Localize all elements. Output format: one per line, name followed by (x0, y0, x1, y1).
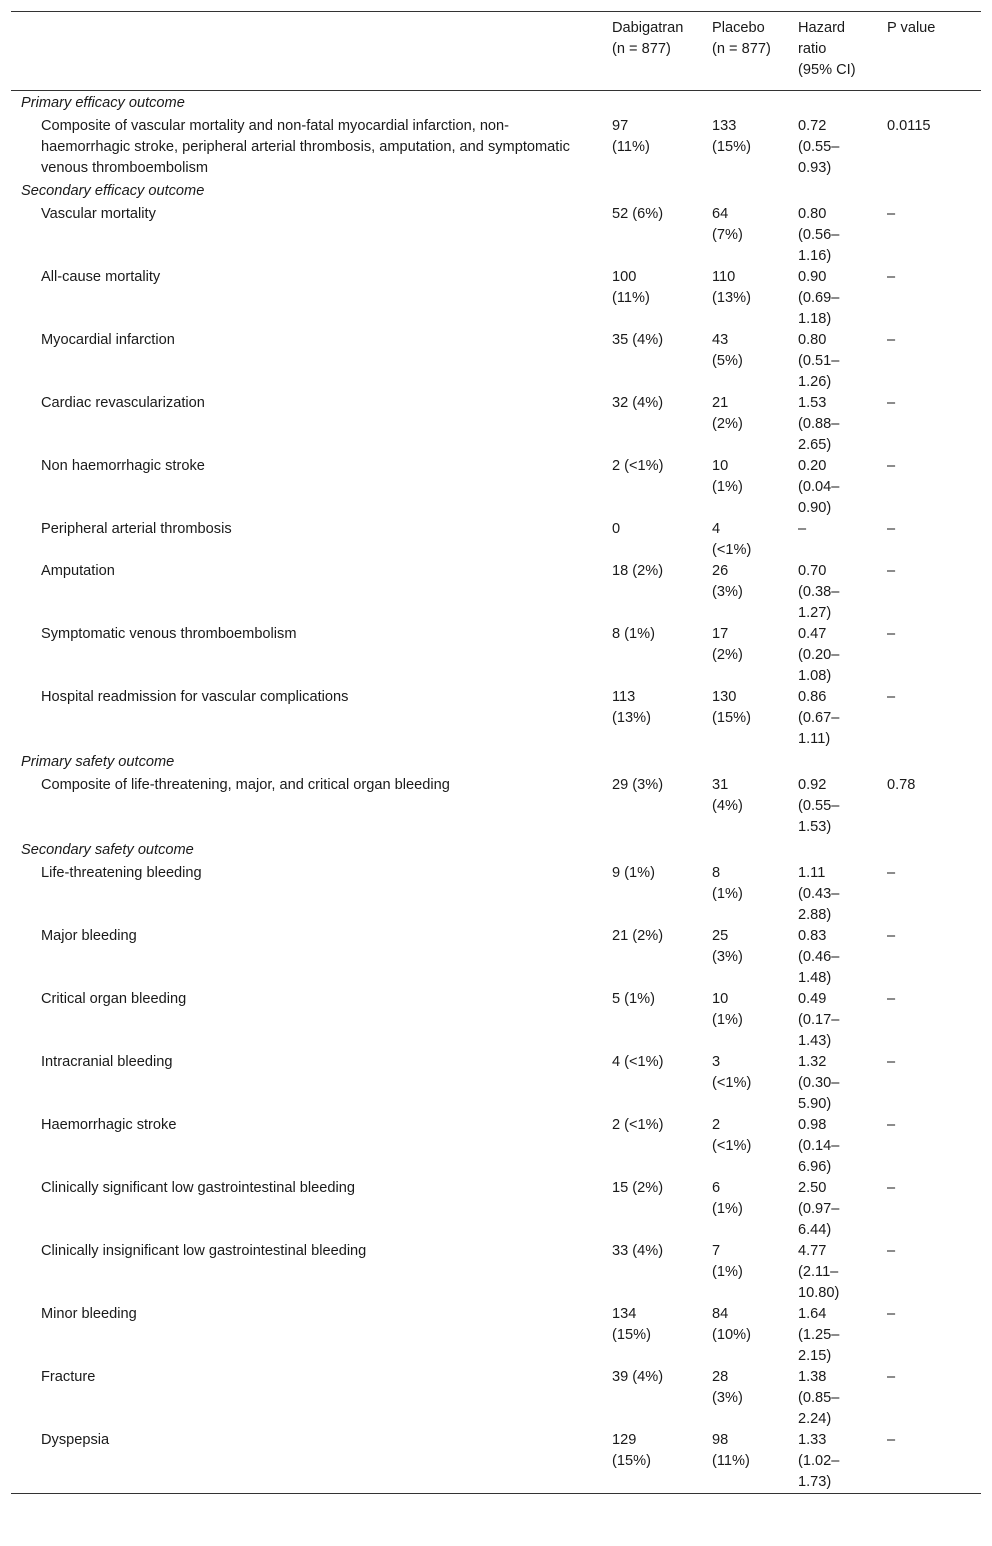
dabigatran-value: 8 (1%) (612, 626, 655, 642)
hazard-ratio-value (798, 863, 887, 926)
value-count: 130 (712, 689, 737, 705)
table-row (11, 1178, 981, 1241)
hr-part: 2.65) (798, 437, 832, 453)
hr-part: 1.33 (798, 1432, 827, 1448)
hr-part: 1.18) (798, 311, 832, 327)
hazard-ratio-value (798, 1367, 887, 1430)
header-dabigatran-n: (n = 877) (612, 41, 671, 57)
placebo-value (712, 926, 798, 989)
dabigatran-value: 18 (2%) (612, 563, 664, 579)
value-percent: (10%) (712, 1327, 751, 1343)
outcome-label: Fracture (41, 1369, 96, 1385)
table-row (11, 393, 981, 456)
p-value: – (887, 395, 896, 411)
table-row (11, 519, 981, 561)
p-value: – (887, 563, 896, 579)
placebo-value (712, 1115, 798, 1178)
value-count: 100 (612, 269, 637, 285)
header-placebo-name: Placebo (712, 20, 765, 36)
value-percent: (3%) (712, 949, 743, 965)
value-count: 110 (712, 269, 736, 285)
value-count: 84 (712, 1306, 729, 1322)
value-percent: (15%) (612, 1327, 651, 1343)
hazard-ratio-value (798, 687, 887, 750)
hazard-ratio-value (798, 1241, 887, 1304)
hazard-ratio-value (798, 561, 887, 624)
hr-part: 0.80 (798, 206, 827, 222)
p-value: – (887, 1117, 896, 1133)
outcome-label: Cardiac revascularization (41, 395, 205, 411)
section-row (11, 179, 981, 204)
value-count: 3 (712, 1054, 721, 1070)
dabigatran-value: 29 (3%) (612, 777, 664, 793)
hazard-ratio-value: – (798, 521, 807, 537)
hr-part: (0.55– (798, 139, 840, 155)
placebo-value (712, 989, 798, 1052)
hr-part: 1.11) (798, 731, 831, 747)
header-outcome (11, 12, 612, 91)
dabigatran-value: 9 (1%) (612, 865, 655, 881)
placebo-value (712, 561, 798, 624)
hazard-ratio-value (798, 393, 887, 456)
hr-part: (0.04– (798, 479, 840, 495)
hr-part: 1.43) (798, 1033, 832, 1049)
hr-part: 1.11 (798, 865, 826, 881)
section-title: Primary safety outcome (21, 754, 175, 770)
hr-part: (0.43– (798, 886, 840, 902)
placebo-value (712, 116, 798, 179)
dabigatran-value (612, 116, 712, 179)
table-row (11, 775, 981, 838)
hr-part: 1.32 (798, 1054, 827, 1070)
value-percent: (11%) (612, 139, 650, 155)
hazard-ratio-value (798, 1304, 887, 1367)
hr-part: (1.02– (798, 1453, 840, 1469)
value-count: 129 (612, 1432, 637, 1448)
section-title: Primary efficacy outcome (21, 95, 185, 111)
table-row (11, 1367, 981, 1430)
value-count: 25 (712, 928, 729, 944)
hr-part: 0.90 (798, 269, 827, 285)
hr-part: 6.44) (798, 1222, 832, 1238)
table-row (11, 116, 981, 179)
value-percent: (15%) (712, 139, 751, 155)
placebo-value (712, 393, 798, 456)
hazard-ratio-value (798, 926, 887, 989)
hr-part: 0.72 (798, 118, 827, 134)
value-percent: (15%) (612, 1453, 651, 1469)
p-value: – (887, 689, 896, 705)
table-row (11, 1241, 981, 1304)
hr-part: 1.26) (798, 374, 832, 390)
value-percent: (11%) (612, 290, 650, 306)
p-value: – (887, 206, 896, 222)
header-hr-line1: Hazard (798, 20, 846, 36)
hazard-ratio-value (798, 1115, 887, 1178)
hr-part: 1.27) (798, 605, 832, 621)
value-count: 10 (712, 991, 729, 1007)
placebo-value (712, 624, 798, 687)
value-count: 64 (712, 206, 729, 222)
hr-part: (0.67– (798, 710, 840, 726)
hazard-ratio-value (798, 1052, 887, 1115)
outcome-label: Hospital readmission for vascular complications (41, 689, 349, 705)
table-row (11, 456, 981, 519)
value-count: 2 (712, 1117, 721, 1133)
hr-part: (0.20– (798, 647, 840, 663)
hr-part: (0.55– (798, 798, 840, 814)
outcome-label: Minor bleeding (41, 1306, 137, 1322)
outcome-label: Amputation (41, 563, 115, 579)
value-percent: (3%) (712, 584, 743, 600)
hazard-ratio-value (798, 267, 887, 330)
header-hazard-ratio (798, 12, 887, 91)
hr-part: (0.30– (798, 1075, 840, 1091)
table-row (11, 926, 981, 989)
table-row (11, 863, 981, 926)
value-count: 26 (712, 563, 729, 579)
placebo-value (712, 204, 798, 267)
hr-part: (0.51– (798, 353, 840, 369)
value-percent: (1%) (712, 1012, 743, 1028)
dabigatran-value: 52 (6%) (612, 206, 664, 222)
header-dabigatran (612, 12, 712, 91)
placebo-value (712, 330, 798, 393)
hr-part: 0.92 (798, 777, 827, 793)
hr-part: 10.80) (798, 1285, 840, 1301)
section-title: Secondary safety outcome (21, 842, 194, 858)
value-count: 98 (712, 1432, 729, 1448)
dabigatran-value (612, 1304, 712, 1367)
outcome-label: Clinically significant low gastrointestinal bleeding (41, 1180, 355, 1196)
p-value: – (887, 1180, 896, 1196)
section-title: Secondary efficacy outcome (21, 183, 205, 199)
value-count: 133 (712, 118, 737, 134)
value-count: 17 (712, 626, 729, 642)
outcome-label: Clinically insignificant low gastrointestinal bleeding (41, 1243, 367, 1259)
outcome-label: Composite of vascular mortality and non-fatal myocardial infarction, non-haemorrhagic stroke, peripheral arterial thrombosis, amputation, and symptomatic venous thromboembolism (41, 118, 570, 176)
header-row (11, 12, 981, 91)
hr-part: (0.88– (798, 416, 840, 432)
hr-part: 0.98 (798, 1117, 827, 1133)
dabigatran-value: 2 (<1%) (612, 458, 664, 474)
hr-part: 0.70 (798, 563, 827, 579)
hr-part: 0.93) (798, 160, 832, 176)
value-count: 10 (712, 458, 729, 474)
value-percent: (<1%) (712, 1075, 752, 1091)
value-count: 21 (712, 395, 729, 411)
dabigatran-value: 39 (4%) (612, 1369, 664, 1385)
p-value: – (887, 332, 896, 348)
hr-part: (0.38– (798, 584, 840, 600)
p-value: – (887, 991, 896, 1007)
p-value: – (887, 458, 896, 474)
value-count: 8 (712, 865, 721, 881)
placebo-value (712, 1052, 798, 1115)
hr-part: 2.15) (798, 1348, 832, 1364)
header-dabigatran-name: Dabigatran (612, 20, 684, 36)
outcome-label: Composite of life-threatening, major, and critical organ bleeding (41, 777, 450, 793)
hr-part: 0.80 (798, 332, 827, 348)
p-value: 0.78 (887, 777, 916, 793)
hr-part: (1.25– (798, 1327, 840, 1343)
section-row (11, 838, 981, 863)
value-percent: (15%) (712, 710, 751, 726)
hr-part: (0.69– (798, 290, 840, 306)
hr-part: 0.49 (798, 991, 827, 1007)
value-count: 97 (612, 118, 629, 134)
header-placebo (712, 12, 798, 91)
p-value: – (887, 626, 896, 642)
placebo-value (712, 1178, 798, 1241)
value-count: 43 (712, 332, 729, 348)
dabigatran-value: 5 (1%) (612, 991, 655, 1007)
hazard-ratio-value (798, 1178, 887, 1241)
hr-part: 1.08) (798, 668, 832, 684)
hr-part: 2.50 (798, 1180, 827, 1196)
hazard-ratio-value (798, 775, 887, 838)
outcome-label: Life-threatening bleeding (41, 865, 202, 881)
placebo-value (712, 1367, 798, 1430)
value-percent: (13%) (612, 710, 651, 726)
table-row (11, 624, 981, 687)
hr-part: 1.48) (798, 970, 832, 986)
placebo-value (712, 1430, 798, 1494)
hazard-ratio-value (798, 456, 887, 519)
table-row (11, 989, 981, 1052)
value-percent: (11%) (712, 1453, 750, 1469)
dabigatran-value: 32 (4%) (612, 395, 664, 411)
p-value: – (887, 865, 896, 881)
table-row (11, 1430, 981, 1494)
hr-part: (0.85– (798, 1390, 840, 1406)
dabigatran-value: 4 (<1%) (612, 1054, 664, 1070)
table-row (11, 687, 981, 750)
hazard-ratio-value (798, 1430, 887, 1494)
p-value: – (887, 1054, 896, 1070)
placebo-value (712, 519, 798, 561)
placebo-value (712, 1304, 798, 1367)
hr-part: (0.14– (798, 1138, 840, 1154)
outcome-label: Critical organ bleeding (41, 991, 187, 1007)
outcome-label: Symptomatic venous thromboembolism (41, 626, 297, 642)
placebo-value (712, 456, 798, 519)
table-row (11, 1304, 981, 1367)
hr-part: 0.90) (798, 500, 832, 516)
value-percent: (1%) (712, 1201, 743, 1217)
hazard-ratio-value (798, 204, 887, 267)
hazard-ratio-value (798, 330, 887, 393)
value-count: 4 (712, 521, 721, 537)
outcome-label: Vascular mortality (41, 206, 156, 222)
hr-part: 1.16) (798, 248, 832, 264)
placebo-value (712, 687, 798, 750)
dabigatran-value: 21 (2%) (612, 928, 664, 944)
hazard-ratio-value (798, 116, 887, 179)
hr-part: 1.73) (798, 1474, 832, 1490)
p-value: 0.0115 (887, 118, 931, 134)
value-percent: (1%) (712, 479, 743, 495)
dabigatran-value: 15 (2%) (612, 1180, 664, 1196)
hr-part: (0.56– (798, 227, 840, 243)
value-count: 6 (712, 1180, 721, 1196)
p-value: – (887, 928, 896, 944)
outcome-label: Intracranial bleeding (41, 1054, 173, 1070)
hr-part: 6.96) (798, 1159, 832, 1175)
header-placebo-n: (n = 877) (712, 41, 771, 57)
hr-part: (0.97– (798, 1201, 840, 1217)
value-percent: (1%) (712, 886, 743, 902)
placebo-value (712, 775, 798, 838)
header-hr-line3: (95% CI) (798, 62, 856, 78)
hr-part: (2.11– (798, 1264, 839, 1280)
dabigatran-value: 35 (4%) (612, 332, 664, 348)
hr-part: 0.83 (798, 928, 827, 944)
dabigatran-value: 0 (612, 521, 621, 537)
table-row (11, 1115, 981, 1178)
hr-part: 4.77 (798, 1243, 827, 1259)
outcome-label: Dyspepsia (41, 1432, 110, 1448)
value-count: 113 (612, 689, 636, 705)
outcomes-table (11, 11, 981, 1494)
table-row (11, 1052, 981, 1115)
outcome-label: Major bleeding (41, 928, 137, 944)
value-percent: (5%) (712, 353, 743, 369)
value-percent: (2%) (712, 647, 743, 663)
value-count: 28 (712, 1369, 729, 1385)
value-percent: (13%) (712, 290, 751, 306)
hr-part: 0.47 (798, 626, 827, 642)
value-count: 134 (612, 1306, 637, 1322)
table-row (11, 561, 981, 624)
value-percent: (<1%) (712, 1138, 752, 1154)
dabigatran-value: 2 (<1%) (612, 1117, 664, 1133)
value-percent: (<1%) (712, 542, 752, 558)
hr-part: 1.53) (798, 819, 832, 835)
table-header (11, 12, 981, 91)
table-body (11, 91, 981, 1494)
header-p-value: P value (887, 20, 936, 36)
hr-part: 1.64 (798, 1306, 827, 1322)
p-value: – (887, 1243, 896, 1259)
placebo-value (712, 267, 798, 330)
dabigatran-value (612, 1430, 712, 1494)
hr-part: 2.24) (798, 1411, 832, 1427)
p-value: – (887, 1306, 896, 1322)
table-row (11, 204, 981, 267)
hr-part: 0.20 (798, 458, 827, 474)
hr-part: 2.88) (798, 907, 832, 923)
p-value: – (887, 521, 896, 537)
hr-part: (0.17– (798, 1012, 840, 1028)
hr-part: 1.38 (798, 1369, 827, 1385)
value-percent: (1%) (712, 1264, 743, 1280)
value-count: 31 (712, 777, 729, 793)
dabigatran-value: 33 (4%) (612, 1243, 664, 1259)
placebo-value (712, 863, 798, 926)
value-percent: (3%) (712, 1390, 743, 1406)
p-value: – (887, 1432, 896, 1448)
dabigatran-value (612, 267, 712, 330)
hr-part: 1.53 (798, 395, 827, 411)
hr-part: 5.90) (798, 1096, 832, 1112)
outcome-label: All-cause mortality (41, 269, 161, 285)
outcome-label: Myocardial infarction (41, 332, 175, 348)
table-row (11, 267, 981, 330)
dabigatran-value (612, 687, 712, 750)
section-row (11, 750, 981, 775)
hr-part: 0.86 (798, 689, 827, 705)
hazard-ratio-value (798, 989, 887, 1052)
value-percent: (7%) (712, 227, 743, 243)
value-percent: (2%) (712, 416, 743, 432)
outcome-label: Non haemorrhagic stroke (41, 458, 205, 474)
table-row (11, 330, 981, 393)
p-value: – (887, 1369, 896, 1385)
header-hr-line2: ratio (798, 41, 827, 57)
p-value: – (887, 269, 896, 285)
placebo-value (712, 1241, 798, 1304)
value-count: 7 (712, 1243, 721, 1259)
outcome-label: Peripheral arterial thrombosis (41, 521, 232, 537)
outcome-label: Haemorrhagic stroke (41, 1117, 177, 1133)
hr-part: (0.46– (798, 949, 840, 965)
section-row (11, 91, 981, 117)
value-percent: (4%) (712, 798, 743, 814)
hazard-ratio-value (798, 624, 887, 687)
